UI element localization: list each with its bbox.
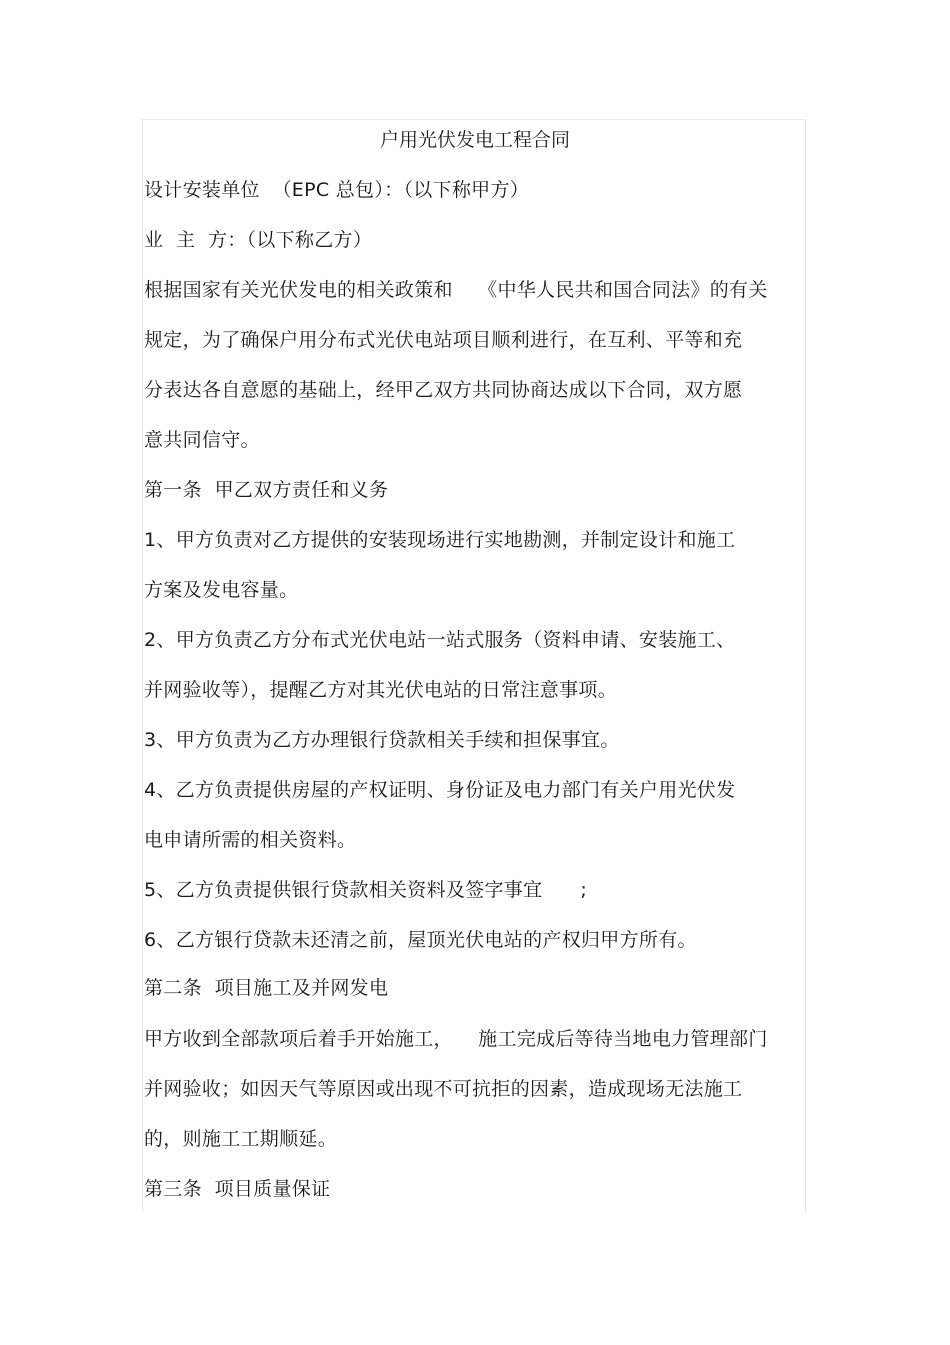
document-title: 户用光伏发电工程合同	[379, 129, 570, 151]
article-2-line-3: 的，则施工工期顺延。	[144, 1128, 338, 1150]
article-2-line-2: 并网验收；如因天气等原因或出现不可抗拒的因素，造成现场无法施工	[144, 1078, 743, 1100]
clause-1-line-1: 1、甲方负责对乙方提供的安装现场进行实地勘测，并制定设计和施工	[144, 529, 736, 551]
article-2-heading: 第二条 项目施工及并网发电	[144, 977, 389, 999]
preamble-line-1: 根据国家有关光伏发电的相关政策和 《中华人民共和国合同法》的有关	[144, 279, 768, 301]
clause-4-line-2: 电申请所需的相关资料。	[144, 829, 357, 851]
clause-5: 5、乙方负责提供银行贷款相关资料及签字事宜 ;	[144, 879, 588, 901]
preamble-line-3: 分表达各自意愿的基础上，经甲乙双方共同协商达成以下合同，双方愿	[144, 379, 743, 401]
party-a-line: 设计安装单位 （EPC 总包）：（以下称甲方）	[144, 179, 530, 201]
clause-2-line-2: 并网验收等），提醒乙方对其光伏电站的日常注意事项。	[144, 679, 618, 701]
article-1-heading: 第一条 甲乙双方责任和义务	[144, 479, 389, 501]
clause-4-line-1: 4、乙方负责提供房屋的产权证明、身份证及电力部门有关户用光伏发	[144, 779, 736, 801]
clause-1-line-2: 方案及发电容量。	[144, 579, 299, 601]
clause-2-line-1: 2、甲方负责乙方分布式光伏电站一站式服务（资料申请、安装施工、	[144, 629, 736, 651]
preamble-line-2: 规定，为了确保户用分布式光伏电站项目顺利进行，在互利、平等和充	[144, 329, 743, 351]
clause-3: 3、甲方负责为乙方办理银行贷款相关手续和担保事宜。	[144, 729, 620, 751]
article-3-heading: 第三条 项目质量保证	[144, 1178, 331, 1200]
preamble-line-4: 意共同信守。	[144, 429, 260, 451]
article-2-line-1: 甲方收到全部款项后着手开始施工， 施工完成后等待当地电力管理部门	[144, 1028, 768, 1050]
party-b-line: 业 主 方：（以下称乙方）	[144, 229, 373, 251]
clause-6: 6、乙方银行贷款未还清之前，屋顶光伏电站的产权归甲方所有。	[144, 929, 697, 951]
